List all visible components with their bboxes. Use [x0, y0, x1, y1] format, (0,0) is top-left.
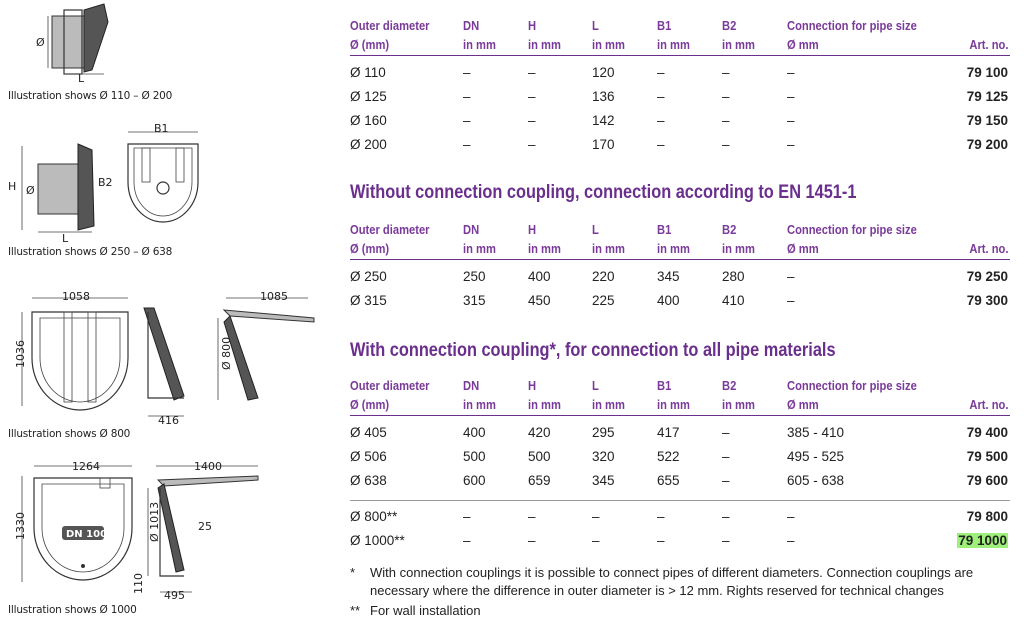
table-2-header: Outer diameter Ø (mm) DN in mm H in mm L in mm B1 in mm B2 in mm Connection for pipe size Ø mm Art. no.: [350, 220, 1010, 260]
table-3-header: Outer diameter Ø (mm) DN in mm H in mm L in mm B1 in mm B2 in mm Connection for pipe size Ø mm Art. no.: [350, 376, 1010, 416]
dim-height-3: 1036: [14, 340, 27, 368]
drawing-medium-diameter: [8, 122, 208, 245]
caption-1: Illustration shows Ø 110 – Ø 200: [8, 90, 173, 102]
dim-b2-2: B2: [98, 176, 113, 189]
table-row: Ø 800** – – – – – – 79 800: [350, 509, 1008, 524]
dim-width2-4: 1400: [194, 460, 222, 473]
dim-diameter-2: Ø: [26, 184, 35, 197]
dim-diameter-1: Ø: [36, 36, 45, 49]
dim-thick-4: 25: [198, 520, 212, 533]
table-2: [350, 220, 1010, 314]
drawing-2-svg: [8, 122, 208, 245]
dim-b1-2: B1: [154, 122, 169, 135]
dim-diameter-3: Ø 800: [220, 336, 233, 370]
table-row: Ø 160 – – 142 – – – 79 150: [350, 113, 1008, 128]
dim-length-2: L: [62, 232, 69, 245]
drawing-800: [8, 288, 318, 426]
table-row: Ø 110 – – 120 – – – 79 100: [350, 65, 1008, 80]
dim-width-3: 1058: [62, 290, 90, 303]
section-title-en1451: Without connection coupling, connection according to EN 1451-1: [350, 182, 857, 203]
table-row: Ø 405 400 420 295 417 – 385 - 410 79 400: [350, 425, 1008, 440]
dim-length-1: L: [78, 72, 85, 85]
highlighted-art-no: 79 1000: [958, 533, 1007, 548]
table-1-header: Outer diameter Ø (mm) DN in mm H in mm L in mm B1 in mm B2 in mm Connection for pipe size Ø mm Art. no.: [350, 16, 1010, 56]
table-row: Ø 506 500 500 320 522 – 495 - 525 79 500: [350, 449, 1008, 464]
table-row: Ø 315 315 450 225 400 410 – 79 300: [350, 293, 1008, 308]
drawing-4-svg: [8, 458, 298, 600]
dim-depth-4: 495: [164, 589, 185, 602]
table-1: [350, 16, 1010, 158]
section-title-coupling: With connection coupling*, for connection to all pipe materials: [350, 340, 836, 361]
dim-height-2: H: [8, 180, 17, 193]
dim-base-4: 110: [132, 573, 145, 594]
table-row: Ø 125 – – 136 – – – 79 125: [350, 89, 1008, 104]
dim-diameter-4: Ø 1013: [148, 501, 161, 542]
dim-width2-3: 1085: [260, 290, 288, 303]
caption-3: Illustration shows Ø 800: [8, 428, 131, 440]
dim-width-4: 1264: [72, 460, 100, 473]
drawing-small-diameter: [8, 0, 158, 88]
table-row: Ø 638 600 659 345 655 – 605 - 638 79 600: [350, 473, 1008, 488]
dim-height-4: 1330: [14, 512, 27, 540]
caption-4: Illustration shows Ø 1000: [8, 604, 137, 616]
caption-2: Illustration shows Ø 250 – Ø 638: [8, 246, 173, 258]
dim-depth-3: 416: [158, 414, 179, 427]
drawing-1-svg: [8, 0, 158, 88]
table-row: Ø 250 250 400 220 345 280 – 79 250: [350, 269, 1008, 284]
footnote-double-star: ** For wall installation: [350, 603, 481, 618]
drawing-3-svg: [8, 288, 318, 426]
table-row: Ø 200 – – 170 – – – 79 200: [350, 137, 1008, 152]
dn-label: DN 1000: [66, 529, 114, 540]
table-row: Ø 1000** – – – – – – 79 1000: [350, 533, 1007, 548]
drawing-1000: [8, 458, 298, 600]
table-3: [350, 376, 1010, 554]
footnote-star: * With connection couplings it is possible to connect pipes of different diameters. Connection couplings are necessary where the difference in outer diameter is > 12 mm. Rights reserved for technical changes: [350, 565, 974, 598]
